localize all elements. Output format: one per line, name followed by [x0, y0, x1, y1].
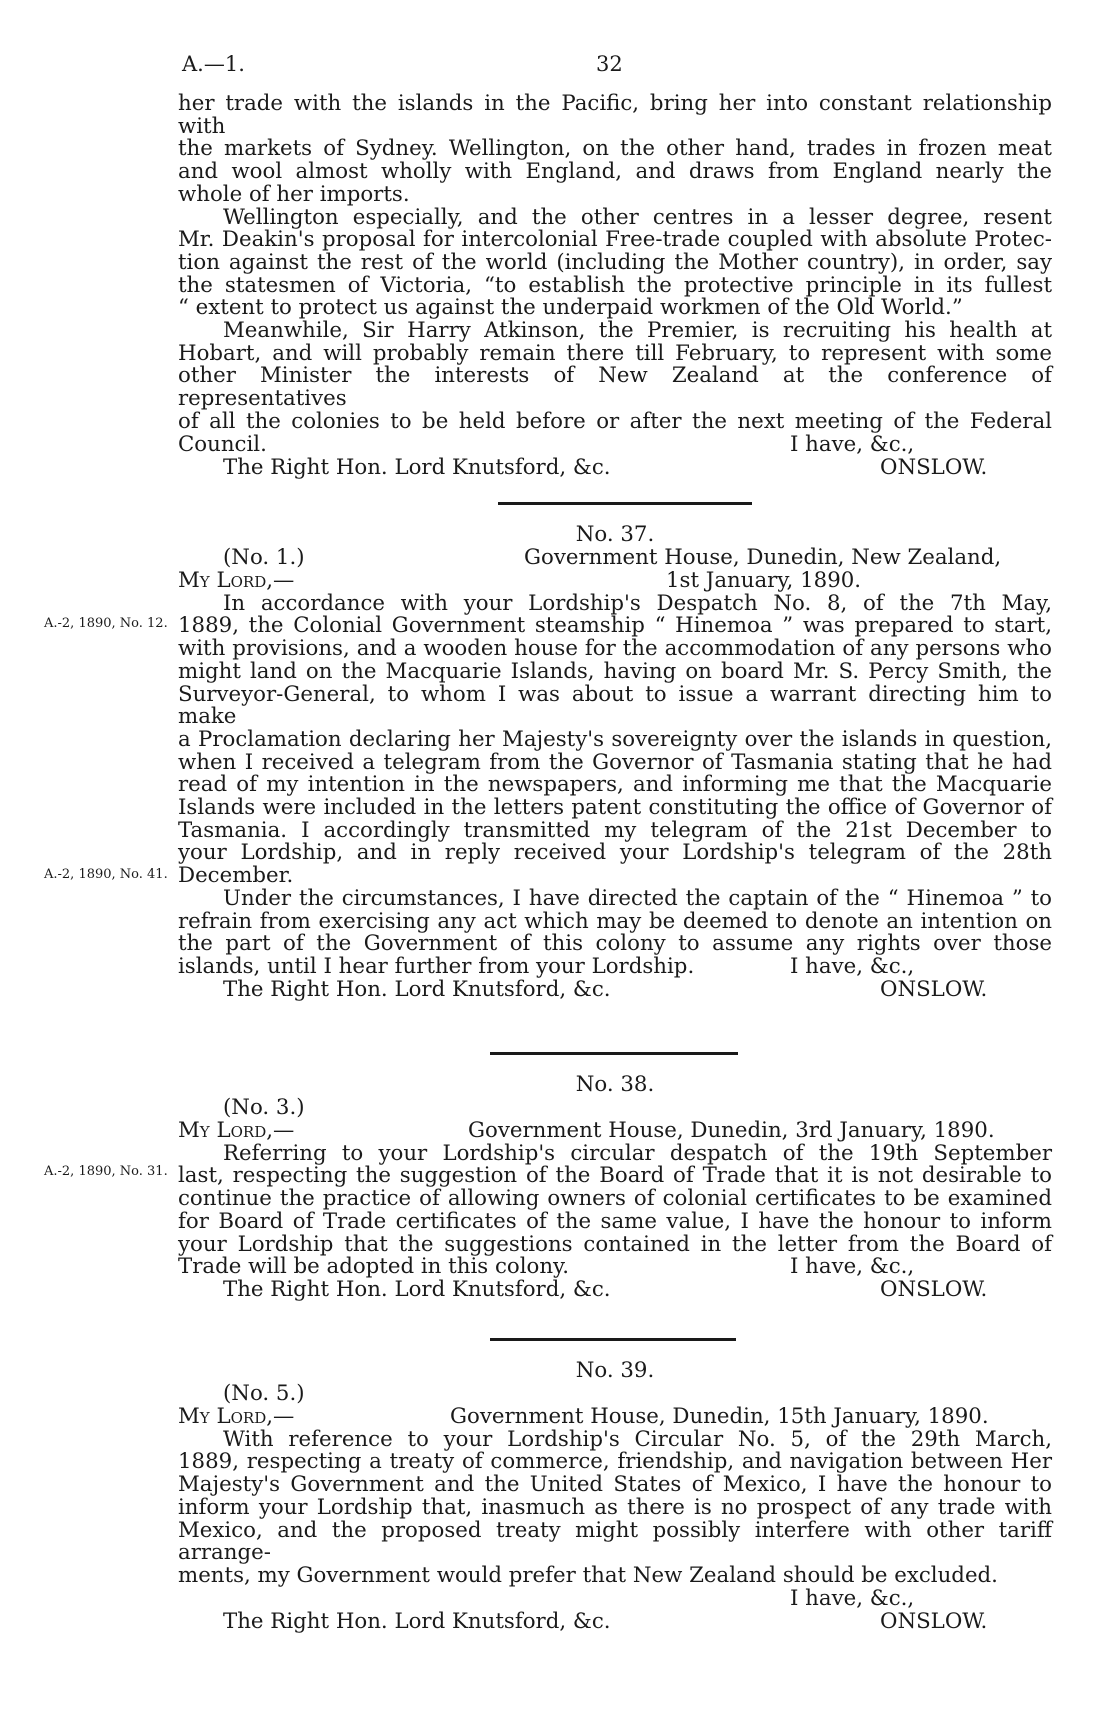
text-line: Mexico, and the proposed treaty might possibly interfere with other tariff arrange-: [178, 1517, 1052, 1566]
address-date: Government House, Dunedin, 15th January, 1890.: [450, 1403, 989, 1429]
signature-row: [178, 454, 1052, 480]
text-line: December.: [178, 863, 294, 889]
text-line: Hobart, and will probably remain there till February, to represent with some: [178, 340, 1052, 366]
text-line: In accordance with your Lordship's Despatch No. 8, of the 7th May,: [223, 590, 1052, 616]
page-number: 32: [596, 52, 623, 76]
text-line: Referring to your Lordship's circular despatch of the 19th September: [223, 1140, 1052, 1166]
addressee: The Right Hon. Lord Knutsford, &c.: [223, 1608, 611, 1634]
text-line: might land on the Macquarie Islands, having on board Mr. S. Percy Smith, the: [178, 658, 1052, 684]
text-line: 1889, respecting a treaty of commerce, friendship, and navigation between Her: [178, 1449, 1052, 1475]
closing-phrase: I have, &c.,: [790, 953, 915, 979]
text-line: tion against the rest of the world (including the Mother country), in order, say: [178, 249, 1052, 275]
signature-row: [178, 1608, 1052, 1634]
salutation-row: [178, 567, 1052, 593]
section-divider: [490, 1052, 738, 1055]
text-line: Trade will be adopted in this colony.: [178, 1254, 570, 1280]
text-line: last, respecting the suggestion of the Board of Trade that it is not desirable to: [178, 1163, 1052, 1189]
salutation: My Lord,—: [178, 567, 295, 593]
salutation-row: [178, 1117, 1052, 1143]
text-line: continue the practice of allowing owners of colonial certificates to be examined: [178, 1186, 1052, 1212]
salutation: My Lord,—: [178, 1403, 295, 1429]
text-line: With reference to your Lordship's Circular No. 5, of the 29th March,: [223, 1426, 1052, 1452]
text-line: read of my intention in the newspapers, and informing me that the Macquarie: [178, 772, 1052, 798]
text-line: refrain from exercising any act which may be deemed to denote an intention on: [178, 908, 1052, 934]
page-header: [0, 52, 1114, 82]
despatch-39: [178, 1360, 1052, 1634]
closing-row: [178, 953, 1052, 979]
margin-note: A.-2, 1890, No. 31.: [44, 1164, 168, 1179]
text-line: a Proclamation declaring her Majesty's sovereignty over the islands in question,: [178, 726, 1052, 752]
section-divider: [490, 1338, 736, 1341]
closing-phrase: I have, &c.,: [790, 431, 915, 457]
text-line: whole of her imports.: [178, 181, 410, 207]
text-line: ments, my Government would prefer that New Zealand should be excluded.: [178, 1562, 998, 1588]
ref-row: [178, 1094, 1052, 1120]
continuation-section: [178, 93, 1052, 480]
addressee: The Right Hon. Lord Knutsford, &c.: [223, 1277, 611, 1303]
salutation: My Lord,—: [178, 1117, 295, 1143]
addressee: The Right Hon. Lord Knutsford, &c.: [223, 454, 611, 480]
despatch-ref: (No. 3.): [223, 1094, 305, 1120]
signature: ONSLOW.: [880, 1277, 988, 1303]
ref-row: [178, 1380, 1052, 1406]
despatch-37: [178, 524, 1052, 1002]
salutation-row: [178, 1403, 1052, 1429]
text-line: and wool almost wholly with England, and draws from England nearly the: [178, 159, 1052, 185]
text-line: your Lordship that the suggestions contained in the letter from the Board of: [178, 1231, 1052, 1257]
closing-row: [178, 1585, 1052, 1611]
text-line: the part of the Government of this colony to assume any rights over those: [178, 931, 1052, 957]
closing-row: [178, 1256, 1052, 1279]
address-date: Government House, Dunedin, 3rd January, 1890.: [468, 1117, 995, 1143]
closing-row: [178, 431, 1052, 457]
text-line: the markets of Sydney. Wellington, on the other hand, trades in frozen meat: [178, 136, 1052, 162]
text-line: Wellington especially, and the other centres in a lesser degree, resent: [223, 204, 1052, 230]
text-line: Tasmania. I accordingly transmitted my telegram of the 21st December to: [178, 817, 1052, 843]
text-line: with provisions, and a wooden house for the accommodation of any persons who: [178, 636, 1052, 662]
signature: ONSLOW.: [880, 454, 988, 480]
text-line: Council.: [178, 431, 267, 457]
signature-row: [178, 1279, 1052, 1302]
text-line: the statesmen of Victoria, “to establish the protective principle in its fullest: [178, 272, 1052, 298]
signature: ONSLOW.: [880, 1608, 988, 1634]
text-line: Mr. Deakin's proposal for intercolonial Free-trade coupled with absolute Protec-: [178, 227, 1052, 253]
margin-note: A.-2, 1890, No. 12.: [44, 616, 168, 631]
despatch-number: No. 39.: [575, 1358, 655, 1383]
closing-phrase: I have, &c.,: [790, 1585, 915, 1611]
text-line: islands, until I hear further from your Lordship.: [178, 953, 695, 979]
text-line: inform your Lordship that, inasmuch as there is no prospect of any trade with: [178, 1494, 1052, 1520]
text-line: Islands were included in the letters patent constituting the office of Governor of: [178, 795, 1052, 821]
closing-phrase: I have, &c.,: [790, 1254, 915, 1280]
despatch-number: No. 38.: [575, 1072, 655, 1097]
text-line: of all the colonies to be held before or after the next meeting of the Federal: [178, 408, 1052, 434]
text-line: her trade with the islands in the Pacific, bring her into constant relationship with: [178, 91, 1052, 139]
despatch-number: No. 37.: [575, 522, 655, 547]
address: Government House, Dunedin, New Zealand,: [524, 544, 1002, 570]
date: 1st January, 1890.: [666, 567, 862, 593]
section-divider: [498, 502, 752, 505]
text-line: your Lordship, and in reply received your Lordship's telegram of the 28th: [178, 840, 1052, 866]
despatch-ref: (No. 5.): [223, 1380, 305, 1406]
despatch-38: [178, 1074, 1052, 1302]
text-line: Surveyor-General, to whom I was about to issue a warrant directing him to make: [178, 681, 1052, 730]
text-line: “ extent to protect us against the underpaid workmen of the Old World.”: [178, 295, 963, 321]
page-reference: A.—1.: [182, 52, 245, 76]
despatch-ref: (No. 1.): [223, 544, 305, 570]
margin-note: A.-2, 1890, No. 41.: [44, 867, 168, 882]
text-line: for Board of Trade certificates of the same value, I have the honour to inform: [178, 1208, 1052, 1234]
text-line: Meanwhile, Sir Harry Atkinson, the Premier, is recruiting his health at: [223, 318, 1052, 344]
signature-row: [178, 976, 1052, 1002]
ref-row: [178, 544, 1052, 570]
signature: ONSLOW.: [880, 976, 988, 1002]
text-line: Majesty's Government and the United States of Mexico, I have the honour to: [178, 1472, 1052, 1498]
text-line: other Minister the interests of New Zealand at the conference of representatives: [178, 363, 1052, 412]
addressee: The Right Hon. Lord Knutsford, &c.: [223, 976, 611, 1002]
text-line: 1889, the Colonial Government steamship “ Hinemoa ” was prepared to start,: [178, 613, 1052, 639]
text-line: Under the circumstances, I have directed the captain of the “ Hinemoa ” to: [223, 885, 1052, 911]
text-line: when I received a telegram from the Governor of Tasmania stating that he had: [178, 749, 1052, 775]
